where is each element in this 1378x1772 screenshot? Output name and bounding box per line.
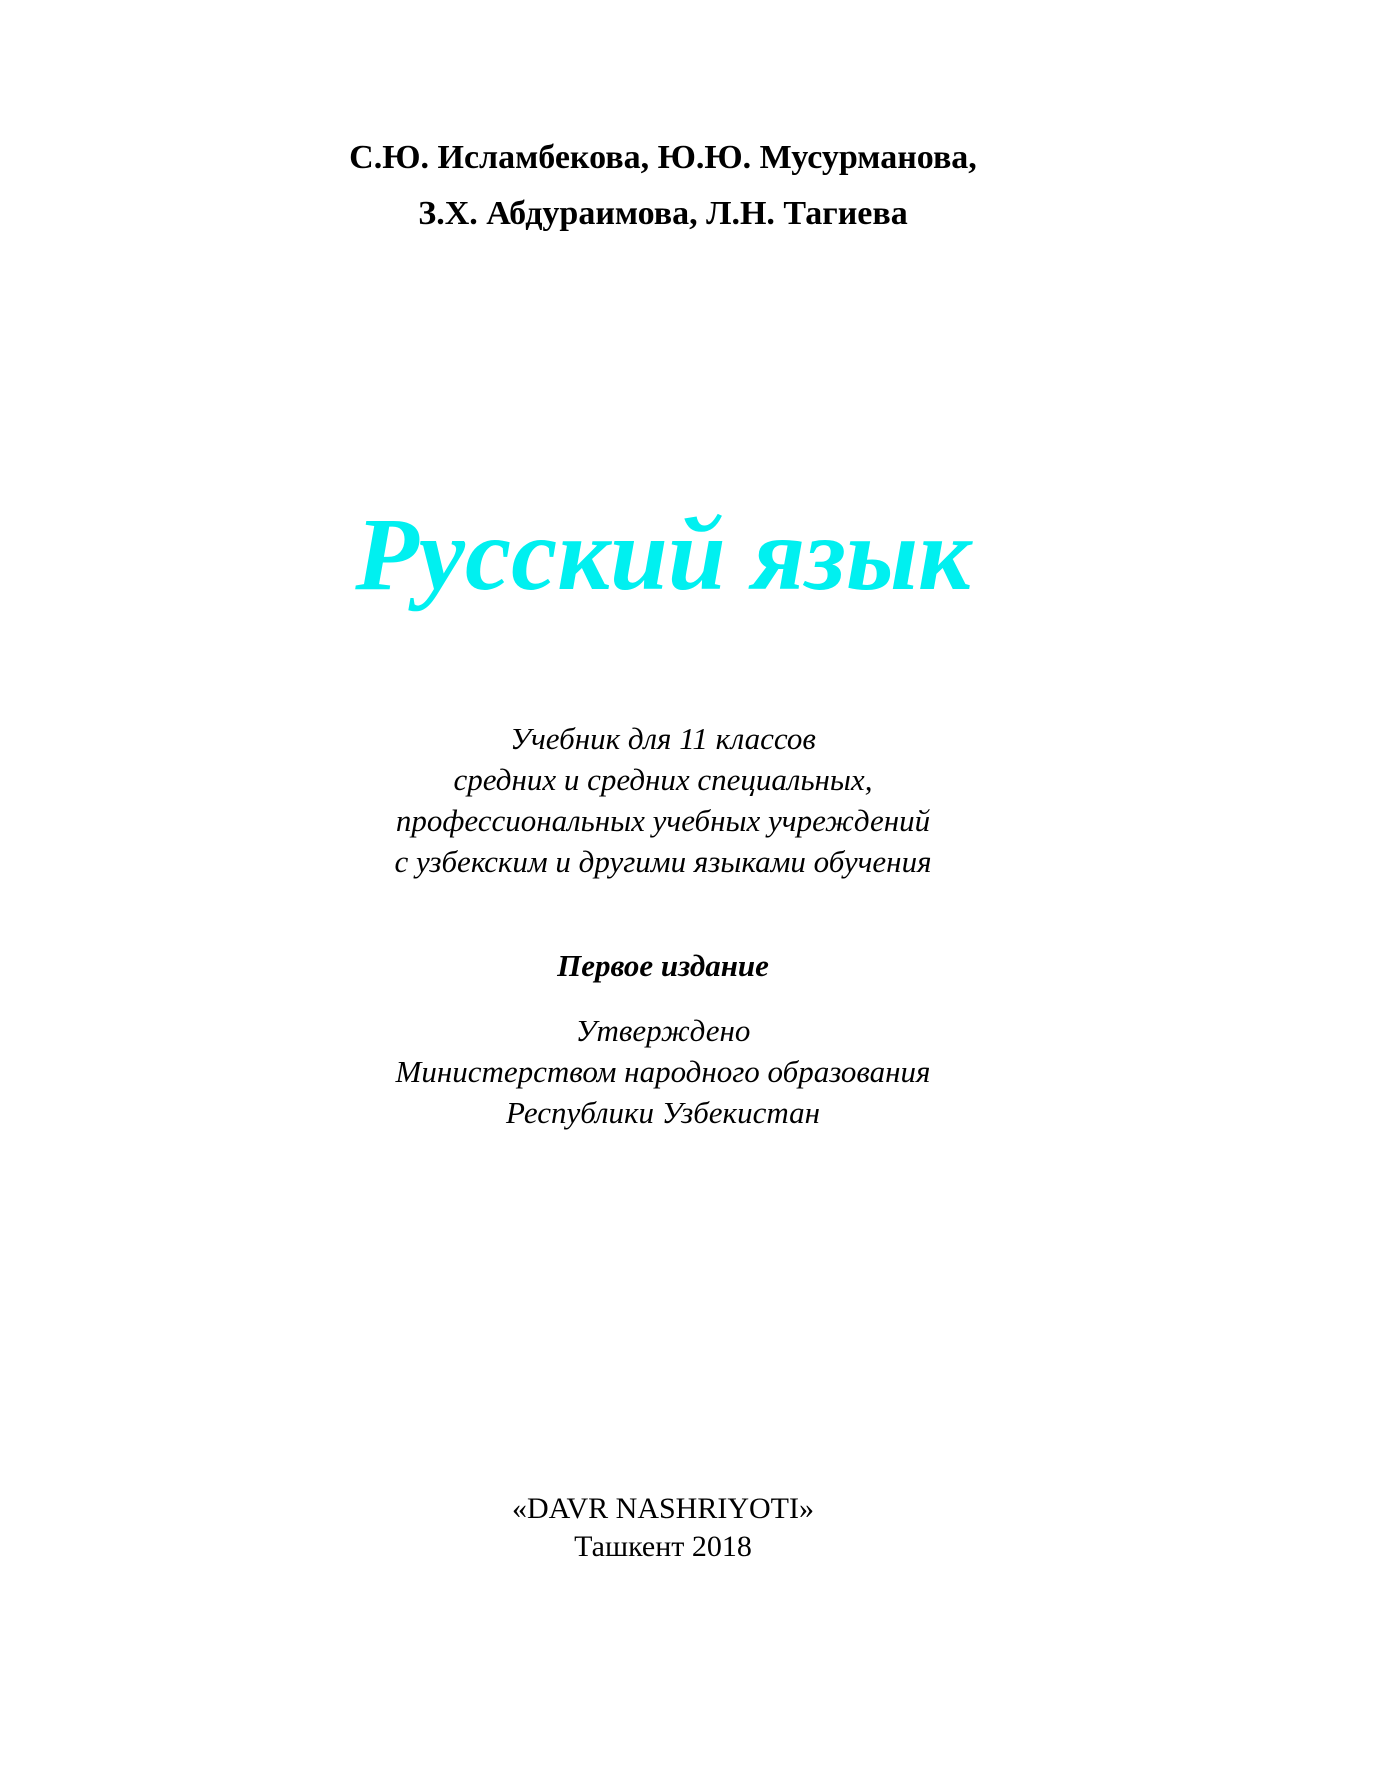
description-line-3: профессиональных учебных учреждений — [395, 803, 931, 838]
approval-line-1: Утверждено — [575, 1013, 751, 1048]
description-line-1: Учебник для 11 классов — [510, 721, 816, 756]
authors-block — [0, 130, 1326, 242]
edition-label: Первое издание — [557, 948, 769, 983]
publisher-block — [0, 1490, 1326, 1566]
authors-line-2: З.Х. Абдураимова, Л.Н. Тагиева — [418, 195, 908, 232]
approval-line-2: Министерством народного образования — [395, 1054, 931, 1089]
description-line-2: средних и средних специальных, — [453, 762, 873, 797]
authors-line-1: С.Ю. Исламбекова, Ю.Ю. Мусурманова, — [349, 139, 977, 176]
book-title: Русский язык — [355, 497, 971, 612]
approval-block — [0, 1010, 1326, 1133]
description-line-4: с узбекским и другими языками обучения — [394, 844, 932, 879]
publisher-city-year: Ташкент 2018 — [574, 1530, 752, 1563]
approval-line-3: Республики Узбекистан — [506, 1095, 820, 1130]
book-description — [0, 718, 1326, 882]
publisher-name: «DAVR NASHRIYOTI» — [512, 1492, 814, 1525]
